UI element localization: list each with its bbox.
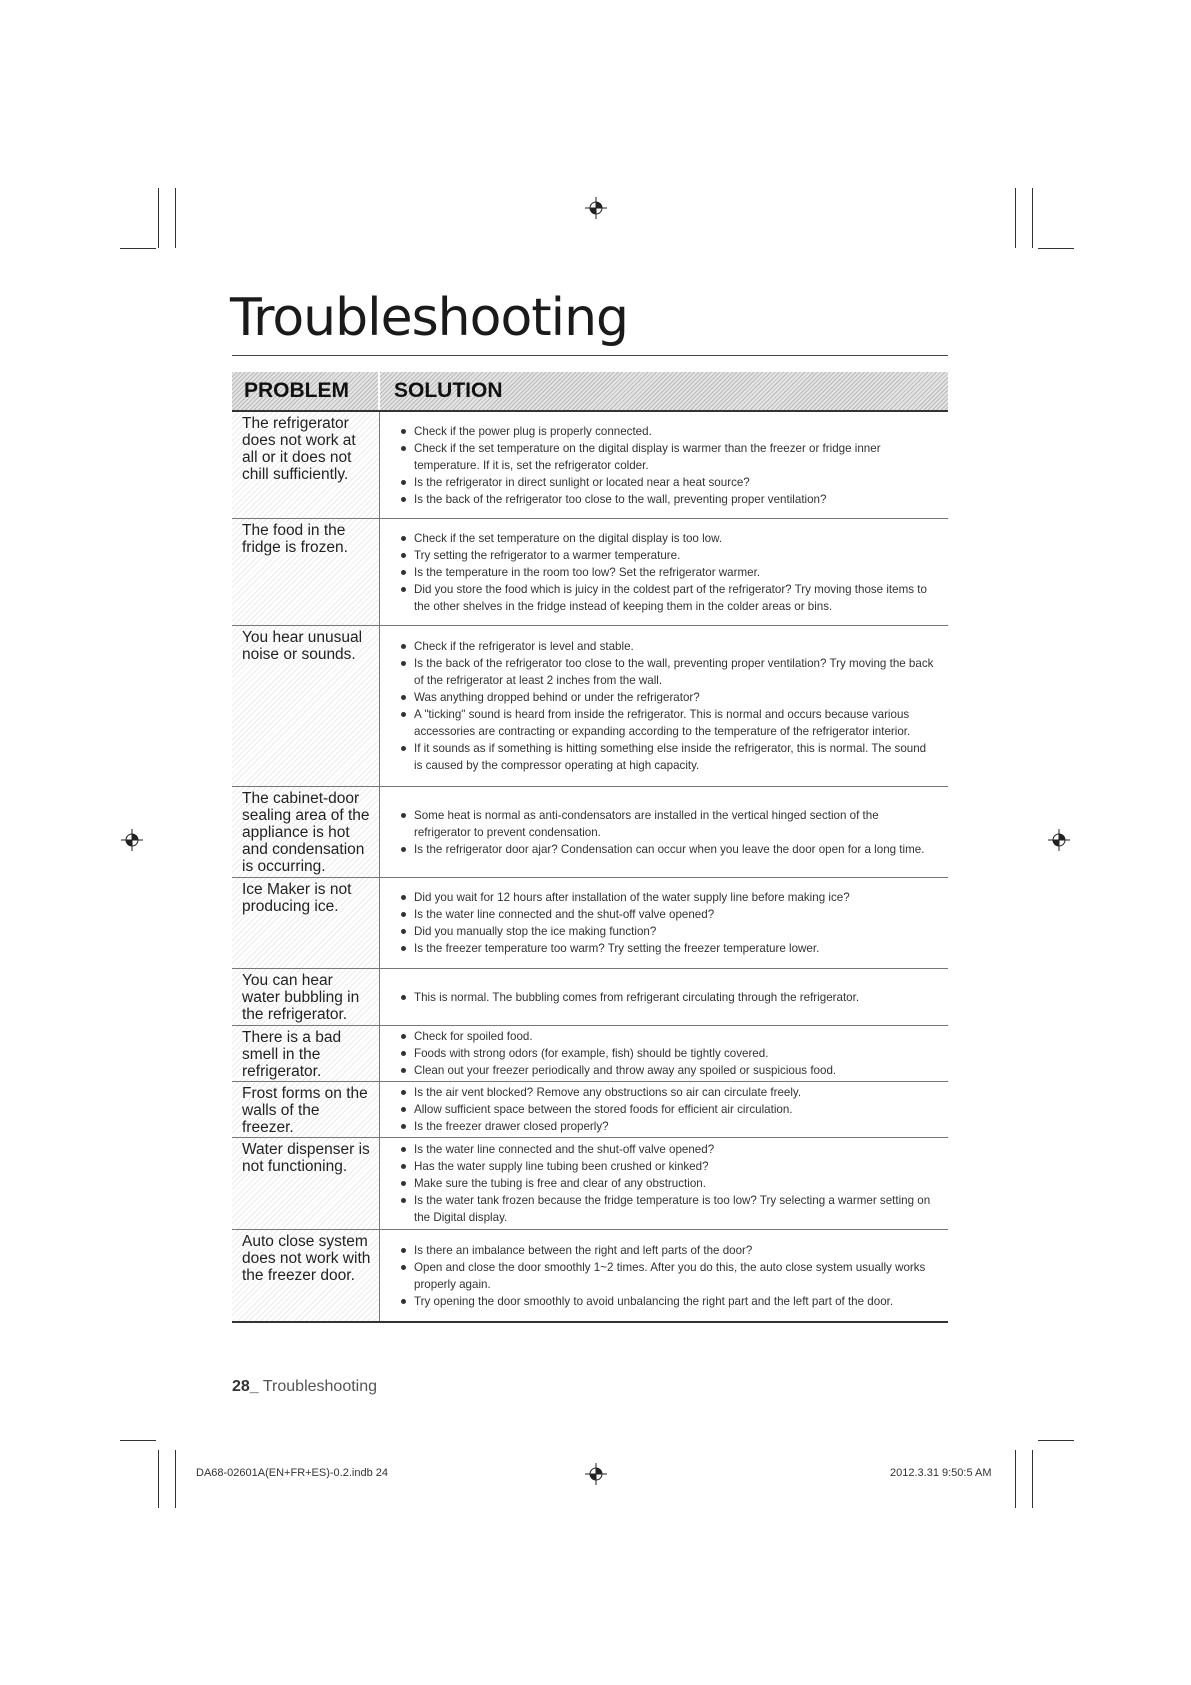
footer-section-name: Troubleshooting xyxy=(262,1378,378,1395)
registration-mark-icon xyxy=(585,1463,607,1485)
solution-item: Did you store the food which is juicy in the coldest part of the refrigerator? Try moving those items to the other shelves in the fridge instead of keeping them in the colder areas or bins. xyxy=(400,581,934,615)
solution-item: Allow sufficient space between the stored foods for efficient air circulation. xyxy=(400,1101,934,1118)
solution-item: Was anything dropped behind or under the refrigerator? xyxy=(400,689,934,706)
solution-item: Check if the set temperature on the digital display is warmer than the freezer or fridge inner temperature. If it is, set the refrigerator colder. xyxy=(400,440,934,474)
solution-item: Foods with strong odors (for example, fish) should be tightly covered. xyxy=(400,1045,934,1062)
solution-item: Is the freezer temperature too warm? Try setting the freezer temperature lower. xyxy=(400,940,934,957)
registration-mark-icon xyxy=(121,829,143,851)
problem-text: You can hear water bubbling in the refrigerator. xyxy=(232,969,380,1025)
crop-mark xyxy=(175,188,176,248)
solution-list xyxy=(380,969,948,1025)
crop-mark xyxy=(1015,1450,1016,1508)
solution-item: Is the water line connected and the shut-off valve opened? xyxy=(400,1141,934,1158)
solution-item: Is the temperature in the room too low? Set the refrigerator warmer. xyxy=(400,564,934,581)
crop-mark xyxy=(175,1450,176,1508)
table-row xyxy=(232,519,948,626)
solution-header: SOLUTION xyxy=(380,372,948,410)
table-row xyxy=(232,1082,948,1138)
problem-text: The refrigerator does not work at all or it does not chill sufficiently. xyxy=(232,412,380,518)
registration-mark-icon xyxy=(585,197,607,219)
solution-item: Is the refrigerator door ajar? Condensation can occur when you leave the door open for a long time. xyxy=(400,841,934,858)
solution-item: Is there an imbalance between the right and left parts of the door? xyxy=(400,1242,934,1259)
table-row xyxy=(232,787,948,878)
problem-text: Water dispenser is not functioning. xyxy=(232,1138,380,1229)
solution-list xyxy=(380,1230,948,1321)
title-rule xyxy=(232,355,948,356)
solution-item: Is the refrigerator in direct sunlight or located near a heat source? xyxy=(400,474,934,491)
solution-item: Has the water supply line tubing been crushed or kinked? xyxy=(400,1158,934,1175)
solution-item: Open and close the door smoothly 1~2 times. After you do this, the auto close system usually works properly again. xyxy=(400,1259,934,1293)
solution-list xyxy=(380,1082,948,1137)
table-row xyxy=(232,969,948,1026)
table-row xyxy=(232,1230,948,1321)
crop-mark xyxy=(1032,1450,1033,1508)
problem-text: There is a bad smell in the refrigerator. xyxy=(232,1026,380,1081)
crop-mark xyxy=(1038,248,1074,249)
solution-item: Did you manually stop the ice making function? xyxy=(400,923,934,940)
solution-item: Did you wait for 12 hours after installation of the water supply line before making ice? xyxy=(400,889,934,906)
solution-item: Is the water tank frozen because the fridge temperature is too low? Try selecting a warmer setting on the Digital display. xyxy=(400,1192,934,1226)
crop-mark xyxy=(1038,1440,1074,1441)
solution-item: Is the water line connected and the shut-off valve opened? xyxy=(400,906,934,923)
solution-item: If it sounds as if something is hitting something else inside the refrigerator, this is normal. The sound is caused by the compressor operating at high capacity. xyxy=(400,740,934,774)
crop-mark xyxy=(158,188,159,248)
solution-list xyxy=(380,1026,948,1081)
problem-text: Auto close system does not work with the freezer door. xyxy=(232,1230,380,1321)
table-header xyxy=(232,372,948,412)
solution-item: Check for spoiled food. xyxy=(400,1028,934,1045)
solution-item: Is the freezer drawer closed properly? xyxy=(400,1118,934,1135)
solution-item: Check if the power plug is properly connected. xyxy=(400,423,934,440)
page-footer xyxy=(232,1378,377,1396)
solution-list xyxy=(380,626,948,786)
solution-item: Try opening the door smoothly to avoid unbalancing the right part and the left part of the door. xyxy=(400,1293,934,1310)
crop-mark xyxy=(1032,188,1033,248)
solution-list xyxy=(380,412,948,518)
table-row xyxy=(232,626,948,787)
print-slug-timestamp: 2012.3.31 9:50:5 AM xyxy=(890,1467,992,1479)
solution-item: Try setting the refrigerator to a warmer temperature. xyxy=(400,547,934,564)
print-slug-file: DA68-02601A(EN+FR+ES)-0.2.indb 24 xyxy=(196,1467,388,1479)
solution-list xyxy=(380,787,948,877)
page-title: Troubleshooting xyxy=(230,288,629,348)
table-row xyxy=(232,1138,948,1230)
solution-item: Is the back of the refrigerator too close to the wall, preventing proper ventilation? Try moving the back of the refrigerator at least 2 inches from the wall. xyxy=(400,655,934,689)
solution-list xyxy=(380,1138,948,1229)
solution-item: Some heat is normal as anti-condensators are installed in the vertical hinged section of the refrigerator to prevent condensation. xyxy=(400,807,934,841)
solution-item: Check if the set temperature on the digital display is too low. xyxy=(400,530,934,547)
table-row xyxy=(232,1026,948,1082)
solution-list xyxy=(380,519,948,625)
table-row xyxy=(232,412,948,519)
crop-mark xyxy=(158,1450,159,1508)
table-row xyxy=(232,878,948,969)
registration-mark-icon xyxy=(1048,829,1070,851)
solution-item: Is the back of the refrigerator too close to the wall, preventing proper ventilation? xyxy=(400,491,934,508)
problem-header: PROBLEM xyxy=(232,372,380,410)
problem-text: The food in the fridge is frozen. xyxy=(232,519,380,625)
crop-mark xyxy=(1015,188,1016,248)
solution-item: Make sure the tubing is free and clear of any obstruction. xyxy=(400,1175,934,1192)
problem-text: Ice Maker is not producing ice. xyxy=(232,878,380,968)
solution-item: Clean out your freezer periodically and throw away any spoiled or suspicious food. xyxy=(400,1062,934,1079)
page-number: 28_ xyxy=(232,1378,259,1395)
troubleshooting-table xyxy=(232,372,948,1323)
solution-item: Is the air vent blocked? Remove any obstructions so air can circulate freely. xyxy=(400,1084,934,1101)
problem-text: Frost forms on the walls of the freezer. xyxy=(232,1082,380,1137)
problem-text: The cabinet-door sealing area of the appliance is hot and condensation is occurring. xyxy=(232,787,380,877)
problem-text: You hear unusual noise or sounds. xyxy=(232,626,380,786)
solution-item: A "ticking" sound is heard from inside the refrigerator. This is normal and occurs because various accessories are contracting or expanding according to the temperature of the refrigerator interior. xyxy=(400,706,934,740)
solution-item: Check if the refrigerator is level and stable. xyxy=(400,638,934,655)
solution-item: This is normal. The bubbling comes from refrigerant circulating through the refrigerator. xyxy=(400,989,934,1006)
solution-list xyxy=(380,878,948,968)
crop-mark xyxy=(120,248,156,249)
crop-mark xyxy=(120,1440,156,1441)
